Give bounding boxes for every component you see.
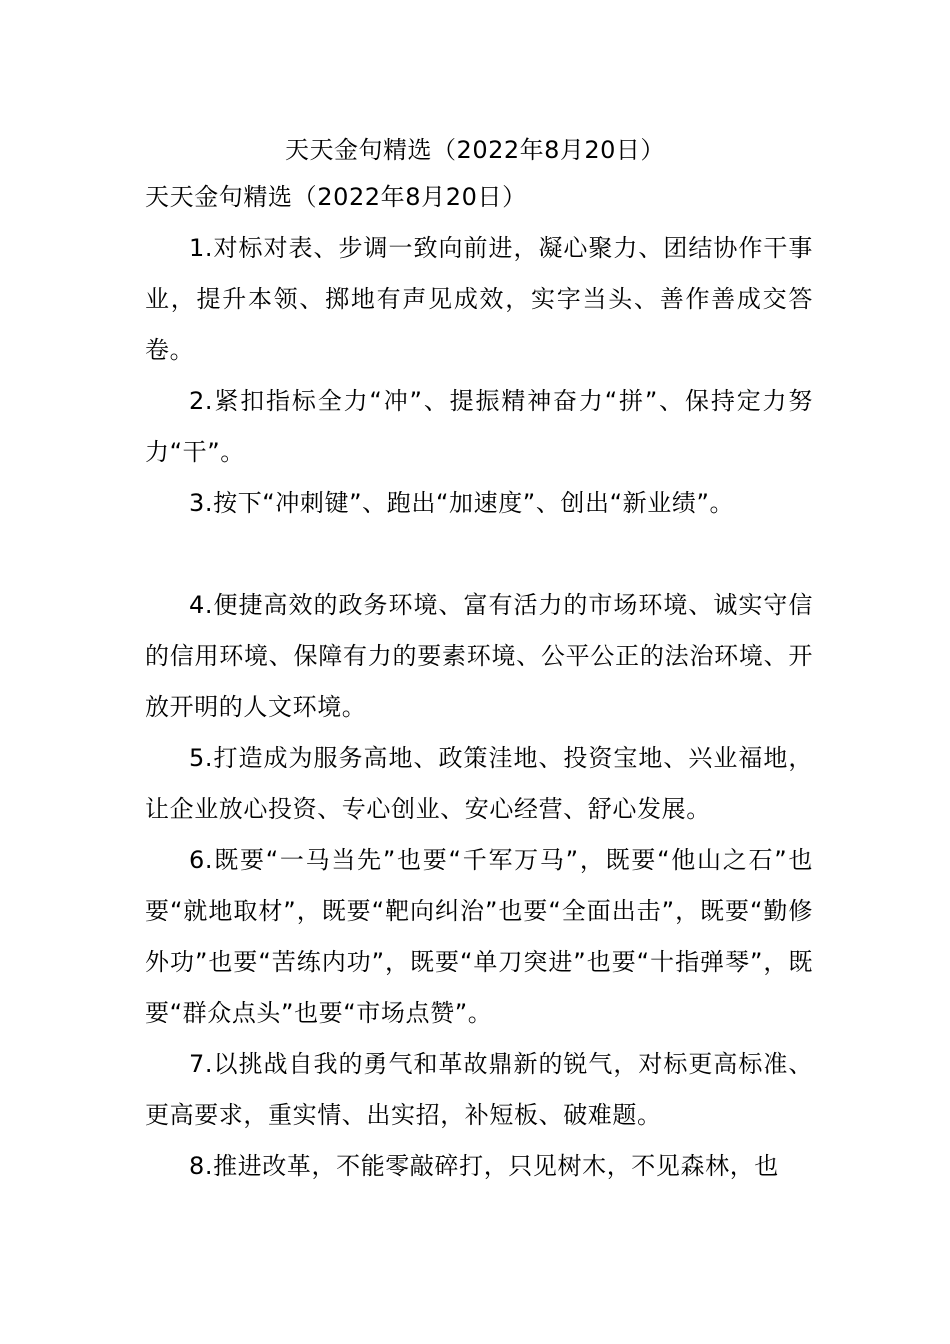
document-body [145,172,813,1192]
blank-line [145,529,813,580]
paragraph-2: 2.紧扣指标全力“冲”、提振精神奋力“拼”、保持定力努力“干”。 [145,387,813,466]
document-subtitle: 天天金句精选（2022年8月20日） [145,183,527,211]
paragraph-8: 8.推进改革，不能零敲碎打，只见树木，不见森林，也 [189,1152,779,1180]
paragraph-7: 7.以挑战自我的勇气和革故鼎新的锐气，对标更高标准、更高要求，重实情、出实招，补短板、破难题。 [145,1050,813,1129]
paragraph-1: 1.对标对表、步调一致向前进，凝心聚力、团结协作干事业，提升本领、掷地有声见成效，实字当头、善作善成交答卷。 [145,234,813,364]
paragraph-4: 4.便捷高效的政务环境、富有活力的市场环境、诚实守信的信用环境、保障有力的要素环境、公平公正的法治环境、开放开明的人文环境。 [145,591,813,721]
paragraph-5: 5.打造成为服务高地、政策洼地、投资宝地、兴业福地，让企业放心投资、专心创业、安心经营、舒心发展。 [145,744,813,823]
paragraph-6: 6.既要“一马当先”也要“千军万马”，既要“他山之石”也要“就地取材”，既要“靶向纠治”也要“全面出击”，既要“勤修外功”也要“苦练内功”，既要“单刀突进”也要“十指弹琴”，既要“群众点头”也要“市场点赞”。 [145,846,813,1027]
paragraph-3: 3.按下“冲刺键”、跑出“加速度”、创出“新业绩”。 [189,489,735,517]
document-title: 天天金句精选（2022年8月20日） [285,136,665,164]
